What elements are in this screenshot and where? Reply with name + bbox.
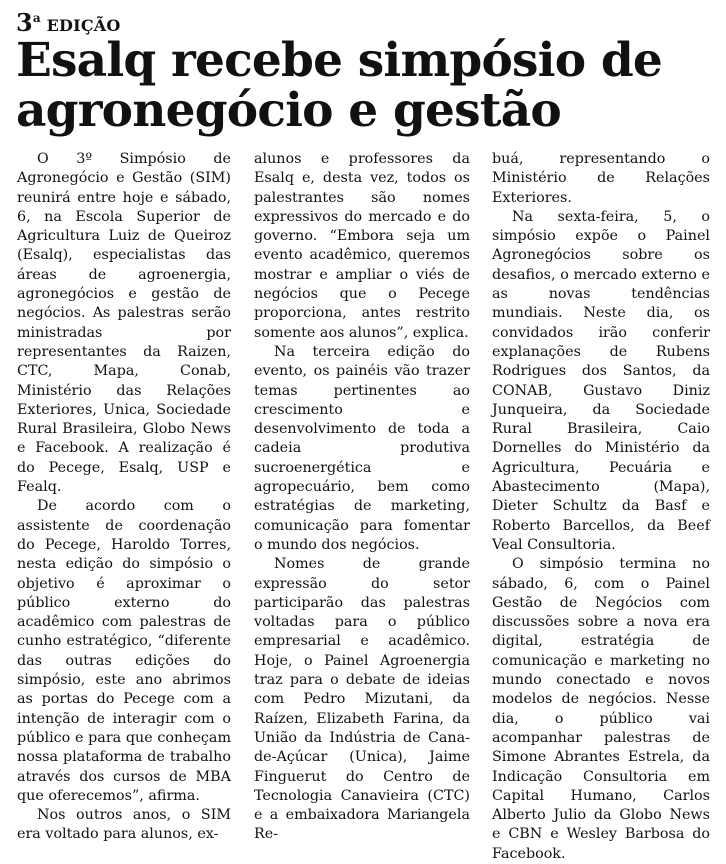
paragraph: De acordo com o assistente de coordenação do Pecege, Haroldo Torres, nesta edição do simpósio o objetivo é aproximar o público externo do acadêmico com palestras de cunho estratégico, “diferente das outras edições do simpósio, este ano abrimos as portas do Pecege com a intenção de interagir com o público e para que conheçam nossa plataforma de trabalho através dos cursos de MBA que oferecemos”, afirma. — [17, 498, 231, 804]
paragraph: Nos outros anos, o SIM era voltado para alunos, ex- — [17, 807, 231, 843]
paragraph: O 3º Simpósio de Agronegócio e Gestão (SIM) reunirá entre hoje e sábado, 6, na Escola Superior de Agricultura Luiz de Queiroz (Esalq), especialistas das áreas de agroenergia, agronegócios e gestão de negócios. As palestras serão ministradas por representantes da Raizen, CTC, Mapa, Conab, Ministério das Relações Exteriores, Unica, Sociedade Rural Brasileira, Globo News e Facebook. A realização é do Pecege, Esalq, USP e Fealq. — [17, 151, 231, 496]
paragraph: Nomes de grande expressão do setor participarão das palestras voltadas para o público empresarial e acadêmico. Hoje, o Painel Agroenergia traz para o debate de ideias com Pedro Mizutani, da Raízen, Elizabeth Farina, da União da Indústria de Cana-de-Açúcar (Unica), Jaime Finguerut do Centro de Tecnologia Canavieira (CTC) e a embaixadora Mariangela Re- — [254, 556, 470, 843]
headline: Esalq recebe simpósio de agronegócio e gestão — [16, 33, 662, 138]
edition-label: EDIÇÃO — [40, 16, 121, 35]
edition-ordinal: 3 — [16, 8, 33, 37]
paragraph: alunos e professores da Esalq e, desta vez, todos os palestrantes são nomes expressivos do mercado e do governo. “Embora seja um evento acadêmico, queremos mostrar e ampliar o viés de negócios que o Pecege proporciona, antes restrito somente aos alunos”, explica. — [254, 151, 470, 341]
paragraph: Na terceira edição do evento, os painéis vão trazer temas pertinentes ao crescimento e desenvolvimento de toda a cadeia produtiva sucroenergética e agropecuário, bem como estratégias de marketing, comunicação para fomentar o mundo dos negócios. — [254, 343, 470, 553]
paragraph: Na sexta-feira, 5, o simpósio expõe o Painel Agronegócios sobre os desafios, o mercado externo e as novas tendências mundiais. Neste dia, os convidados irão conferir explanações de Rubens Rodrigues dos Santos, da CONAB, Gustavo Diniz Junqueira, da Sociedade Rural Brasileira, Caio Dornelles do Ministério da Agricultura, Pecuária e Abastecimento (Mapa), Dieter Schultz da Basf e Roberto Barcellos, da Beef Veal Consultoria. — [492, 208, 710, 553]
article-column-1 — [17, 150, 231, 843]
edition-ordinal-superscript: a — [32, 11, 41, 25]
paragraph: buá, representando o Ministério de Relações Exteriores. — [492, 151, 710, 206]
article-body — [0, 150, 726, 862]
paragraph: O simpósio termina no sábado, 6, com o Painel Gestão de Negócios com discussões sobre a nova era digital, estratégia de comunicação e marketing no mundo conectado e novos modelos de negócios. Nesse dia, o público vai acompanhar palestras de Simone Abrantes Estrela, da Indicação Consultoria em Capital Humano, Carlos Alberto Julio da Globo News e CBN e Wesley Barbosa do Facebook. — [492, 556, 710, 862]
article-column-2 — [254, 150, 470, 843]
article-column-3 — [492, 150, 710, 862]
